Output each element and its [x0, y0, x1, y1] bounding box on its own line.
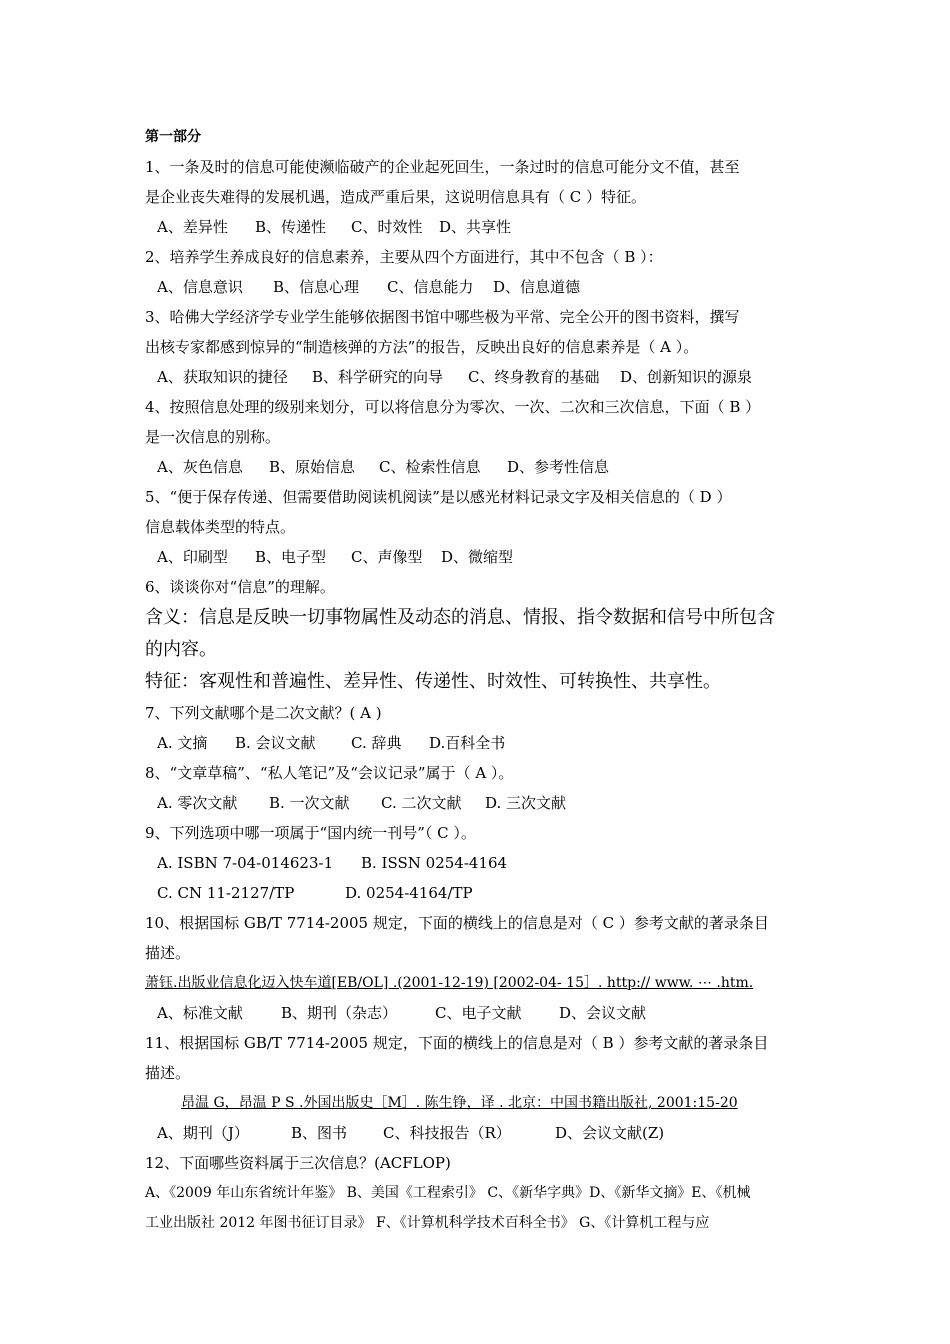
q3-option-c: C、终身教育的基础 — [468, 368, 600, 386]
q10-option-c: C、电子文献 — [435, 1004, 522, 1022]
q3-options — [145, 362, 810, 392]
q10-option-a: A、标准文献 — [157, 1004, 243, 1022]
q3-option-d: D、创新知识的源泉 — [620, 368, 753, 386]
q1-option-b: B、传递性 — [255, 218, 327, 236]
q11-option-a: A、期刊（J） — [157, 1124, 249, 1142]
q6-text-line1: 6、谈谈你对“信息”的理解。 — [145, 578, 335, 596]
q5-text-line1: 5、“便于保存传递、但需要借助阅读机阅读”是以感光材料记录文字及相关信息的（ D ） — [145, 488, 732, 506]
q10-text-line1: 10、根据国标 GB/T 7714-2005 规定，下面的横线上的信息是对（ C ）参考文献的著录条目 — [145, 914, 769, 932]
q7-option-b: B. 会议文献 — [235, 734, 316, 752]
q11-option-c: C、科技报告（R） — [383, 1124, 511, 1142]
q1-option-d: D、共享性 — [439, 218, 512, 236]
q9-options-row1 — [145, 848, 810, 878]
q1-option-c: C、时效性 — [351, 218, 423, 236]
q7-text-line1: 7、下列文献哪个是二次文献？( A ) — [145, 704, 382, 722]
q5-text-line2: 信息载体类型的特点。 — [145, 518, 296, 536]
q8-option-b: B. 一次文献 — [269, 794, 350, 812]
q4-option-b: B、原始信息 — [269, 458, 356, 476]
q5-option-a: A、印刷型 — [157, 548, 228, 566]
q9-text-line1: 9、下列选项中哪一项属于“国内统一刊号”（ C ）。 — [145, 824, 476, 842]
q7-option-c: C. 辞典 — [351, 734, 402, 752]
q8-options — [145, 788, 810, 818]
q4-options — [145, 452, 810, 482]
q12-text-line2: A、《2009 年山东省统计年鉴》 B、美国《工程索引》 C、《新华字典》D、《新华文摘》E、《机械 — [145, 1185, 751, 1201]
q11-options — [145, 1118, 810, 1148]
q10-option-b: B、期刊（杂志） — [281, 1004, 398, 1022]
q3-option-b: B、科学研究的向导 — [312, 368, 444, 386]
q11-reference: 昂温 G，昂温 P S .外国出版史［M］. 陈生铮，译 . 北京：中国书籍出版社, 2001:15-20 — [181, 1095, 738, 1111]
q2-option-a: A、信息意识 — [157, 278, 243, 296]
section-heading: 第一部分 — [145, 129, 201, 145]
q5-option-b: B、电子型 — [255, 548, 327, 566]
q3-option-a: A、获取知识的捷径 — [157, 368, 288, 386]
q4-text-line1: 4、按照信息处理的级别来划分，可以将信息分为零次、一次、二次和三次信息，下面（ B ） — [145, 398, 761, 416]
q1-options — [145, 212, 810, 242]
q8-option-d: D. 三次文献 — [485, 794, 567, 812]
q9-option-b: B. ISSN 0254-4164 — [361, 854, 508, 872]
document-body — [145, 122, 810, 1238]
q10-reference: 萧钰.出版业信息化迈入快车道[EB/OL] .(2001-12-19) [2002-04- 15］. http:// www. ⋯ .htm. — [145, 975, 754, 991]
q2-option-b: B、信息心理 — [273, 278, 360, 296]
q4-text-line2: 是一次信息的别称。 — [145, 428, 281, 446]
q10-options — [145, 998, 810, 1028]
q11-text-line1: 11、根据国标 GB/T 7714-2005 规定，下面的横线上的信息是对（ B ）参考文献的著录条目 — [145, 1034, 769, 1052]
q1-text-line2: 是企业丧失难得的发展机遇，造成严重后果，这说明信息具有（ C ）特征。 — [145, 188, 647, 206]
q12-text-line1: 12、下面哪些资料属于三次信息？(ACFLOP) — [145, 1154, 451, 1172]
q6-answer-meaning-line1: 含义：信息是反映一切事物属性及动态的消息、情报、指令数据和信号中所包含 — [145, 607, 775, 628]
q11-option-b: B、图书 — [291, 1124, 348, 1142]
q4-option-c: C、检索性信息 — [379, 458, 481, 476]
q2-text-line1: 2、培养学生养成良好的信息素养，主要从四个方面进行，其中不包含（ B ）： — [145, 248, 663, 266]
q9-options-row2 — [145, 878, 810, 908]
q6-answer-features: 特征：客观性和普遍性、差异性、传递性、时效性、可转换性、共享性。 — [145, 671, 721, 692]
q1-option-a: A、差异性 — [157, 218, 228, 236]
q5-option-c: C、声像型 — [351, 548, 423, 566]
q10-option-d: D、会议文献 — [559, 1004, 647, 1022]
q2-option-c: C、信息能力 — [387, 278, 474, 296]
q3-text-line2: 出核专家都感到惊异的“制造核弹的方法”的报告，反映出良好的信息素养是（ A ）。 — [145, 338, 699, 356]
q4-option-a: A、灰色信息 — [157, 458, 243, 476]
q5-options — [145, 542, 810, 572]
q2-options — [145, 272, 810, 302]
q7-option-a: A. 文摘 — [157, 734, 208, 752]
q7-option-d: D.百科全书 — [429, 734, 506, 752]
q9-option-c: C. CN 11-2127/TP — [157, 884, 295, 902]
q8-text-line1: 8、“文章草稿”、“私人笔记”及“会议记录”属于（ A ）。 — [145, 764, 514, 782]
q8-option-c: C. 二次文献 — [381, 794, 462, 812]
q6-answer-meaning-line2: 的内容。 — [145, 639, 217, 660]
q4-option-d: D、参考性信息 — [507, 458, 610, 476]
q9-option-a: A. ISBN 7-04-014623-1 — [157, 854, 334, 872]
q11-text-line2: 描述。 — [145, 1064, 191, 1082]
q5-option-d: D、微缩型 — [441, 548, 514, 566]
q12-text-line3: 工业出版社 2012 年图书征订目录》 F、《计算机科学技术百科全书》 G、《计算机工程与应 — [145, 1215, 710, 1231]
q2-option-d: D、信息道德 — [493, 278, 581, 296]
q1-text-line1: 1、一条及时的信息可能使濒临破产的企业起死回生，一条过时的信息可能分文不值，甚至 — [145, 158, 740, 176]
q3-text-line1: 3、哈佛大学经济学专业学生能够依据图书馆中哪些极为平常、完全公开的图书资料，撰写 — [145, 308, 740, 326]
q9-option-d: D. 0254-4164/TP — [345, 884, 473, 902]
q10-text-line2: 描述。 — [145, 944, 191, 962]
q7-options — [145, 728, 810, 758]
q11-option-d: D、会议文献(Z) — [555, 1124, 665, 1142]
q8-option-a: A. 零次文献 — [157, 794, 238, 812]
